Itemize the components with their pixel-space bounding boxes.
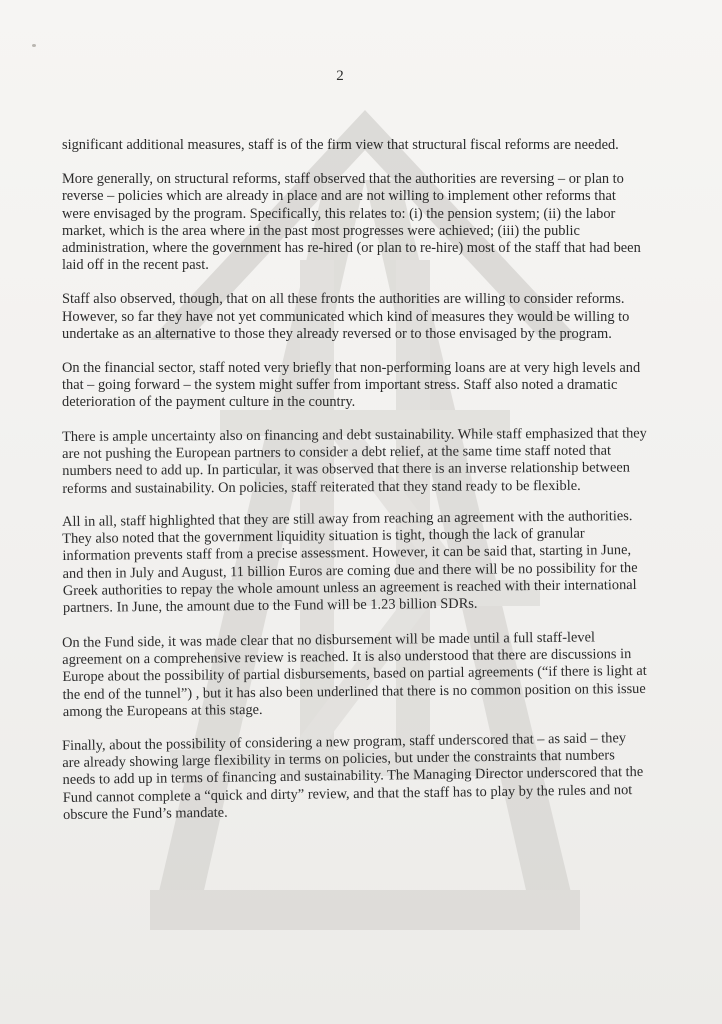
paragraph-2: More generally, on structural reforms, staff observed that the authorities are reversing – or plan to reverse – policies which are already in place and are not willing to implement other reforms that were envisaged by the program. Specifically, this relates to: (i) the pension system; (ii) the labor market, which is the area where in the past most progresses were achieved; (iii) the public administration, where the government has re-hired (or plan to re-hire) most of the staff that had been laid off in the recent past.: [62, 171, 641, 274]
page-number: 2: [336, 68, 344, 84]
scan-speck: [32, 44, 36, 47]
document-body: [62, 137, 647, 841]
paragraph-8: Finally, about the possibility of considering a new program, staff underscored that – as said – they are already showing large flexibility in terms on policies, but under the constraints that numbers needs to add up in terms of financing and sustainability. The Managing Director underscored that the Fund cannot complete a “quick and dirty” review, and that the staff has to play by the rules and not obscure the Fund’s mandate.: [62, 729, 644, 823]
paragraph-4: On the financial sector, staff noted very briefly that non-performing loans are at very high levels and that – going forward – the system might suffer from important stress. Staff also noted a dramatic deterioration of the payment culture in the country.: [62, 360, 641, 411]
paragraph-7: On the Fund side, it was made clear that no disbursement will be made until a full staff-level agreement on a comprehensive review is reached. It is also understood that there are discussions in Europe about the possibility of partial disbursements, based on partial agreements (“if there is light at the end of the tunnel”) , but it has also been underlined that there is no common position on this issue among the Europeans at this stage.: [62, 629, 647, 720]
paragraph-6: All in all, staff highlighted that they are still away from reaching an agreement with the authorities. They also noted that the government liquidity situation is tight, though the lack of granular information prevents staff from a precise assessment. However, it can be said that, starting in June, and then in July and August, 11 billion Euros are coming due and there will be no possibility for the Greek authorities to repay the whole amount unless an agreement is reached with their international partners. In June, the amount due to the Fund will be 1.23 billion SDRs.: [62, 508, 638, 617]
paragraph-5: There is ample uncertainty also on financing and debt sustainability. While staff emphasized that they are not pushing the European partners to consider a debt relief, at the same time staff noted that numbers need to add up. In particular, it was observed that there is an inverse relationship between reforms and sustainability. On policies, staff reiterated that they stand ready to be flexible.: [62, 425, 647, 497]
paragraph-1: significant additional measures, staff is of the firm view that structural fiscal reforms are needed.: [62, 137, 619, 153]
paragraph-3: Staff also observed, though, that on all these fronts the authorities are willing to consider reforms. However, so far they have not yet communicated which kind of measures they would be willing to undertake as an alternative to those they already reversed or to those envisaged by the program.: [62, 291, 630, 342]
